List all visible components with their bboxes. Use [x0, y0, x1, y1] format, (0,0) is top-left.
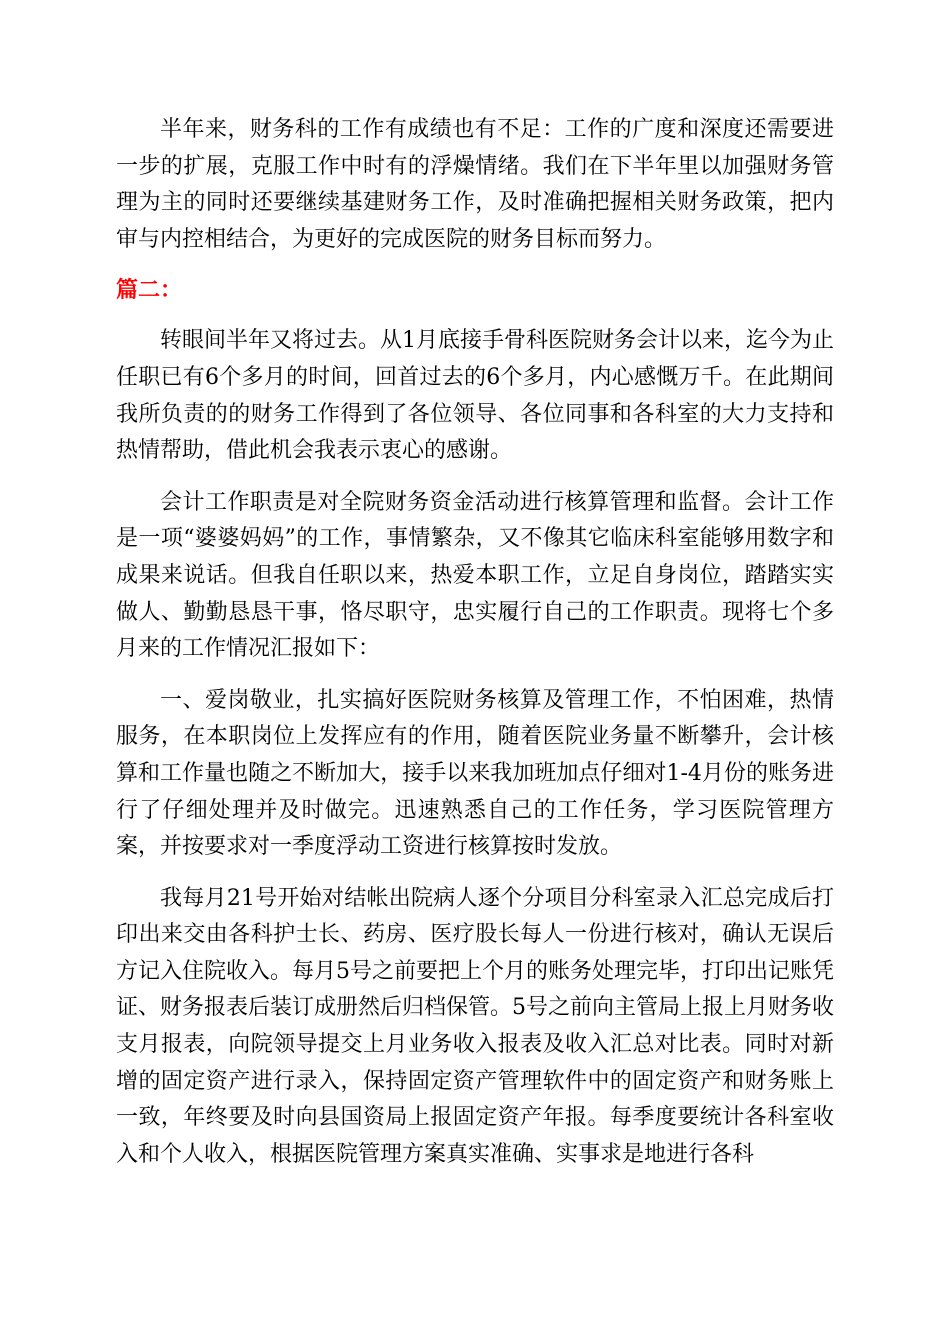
paragraph-intro: 转眼间半年又将过去。从1月底接手骨科医院财务会计以来，迄今为止任职已有6个多月的时间，回首过去的6个多月，内心感慨万千。在此期间我所负责的的财务工作得到了各位领导、各位同事和各科室的大力支持和热情帮助，借此机会我表示衷心的感谢。 — [116, 328, 834, 464]
section-heading: 篇二： — [116, 278, 183, 304]
paragraph-section-one: 一、爱岗敬业，扎实搞好医院财务核算及管理工作，不怕困难，热情服务，在本职岗位上发挥应有的作用，随着医院业务量不断攀升，会计核算和工作量也随之不断加大，接手以来我加班加点仔细对1-4月份的账务进行了仔细处理并及时做完。迅速熟悉自己的工作任务，学习医院管理方案，并按要求对一季度浮动工资进行核算按时发放。 — [116, 687, 834, 860]
paragraph-summary: 半年来，财务科的工作有成绩也有不足：工作的广度和深度还需要进一步的扩展，克服工作中时有的浮燥情绪。我们在下半年里以加强财务管理为主的同时还要继续基建财务工作，及时准确把握相关财务政策，把内审与内控相结合，为更好的完成医院的财务目标而努力。 — [116, 117, 834, 252]
document-page — [116, 112, 834, 1188]
paragraph-duties: 会计工作职责是对全院财务资金活动进行核算管理和监督。会计工作是一项“婆婆妈妈”的工作，事情繁杂，又不像其它临床科室能够用数字和成果来说话。但我自任职以来，热爱本职工作，立足自身岗位，踏踏实实做人、勤勤恳恳干事，恪尽职守，忠实履行自己的工作职责。现将七个多月来的工作情况汇报如下： — [116, 489, 834, 662]
paragraph-monthly-work: 我每月21号开始对结帐出院病人逐个分项目分科室录入汇总完成后打印出来交由各科护士长、药房、医疗股长每人一份进行核对，确认无误后方记入住院收入。每月5号之前要把上个月的账务处理完毕，打印出记账凭证、财务报表后装订成册然后归档保管。5号之前向主管局上报上月财务收支月报表，向院领导提交上月业务收入报表及收入汇总对比表。同时对新增的固定资产进行录入，保持固定资产管理软件中的固定资产和财务账上一致，年终要及时向县国资局上报固定资产年报。每季度要统计各科室收入和个人收入，根据医院管理方案真实准确、实事求是地进行各科 — [116, 885, 834, 1167]
